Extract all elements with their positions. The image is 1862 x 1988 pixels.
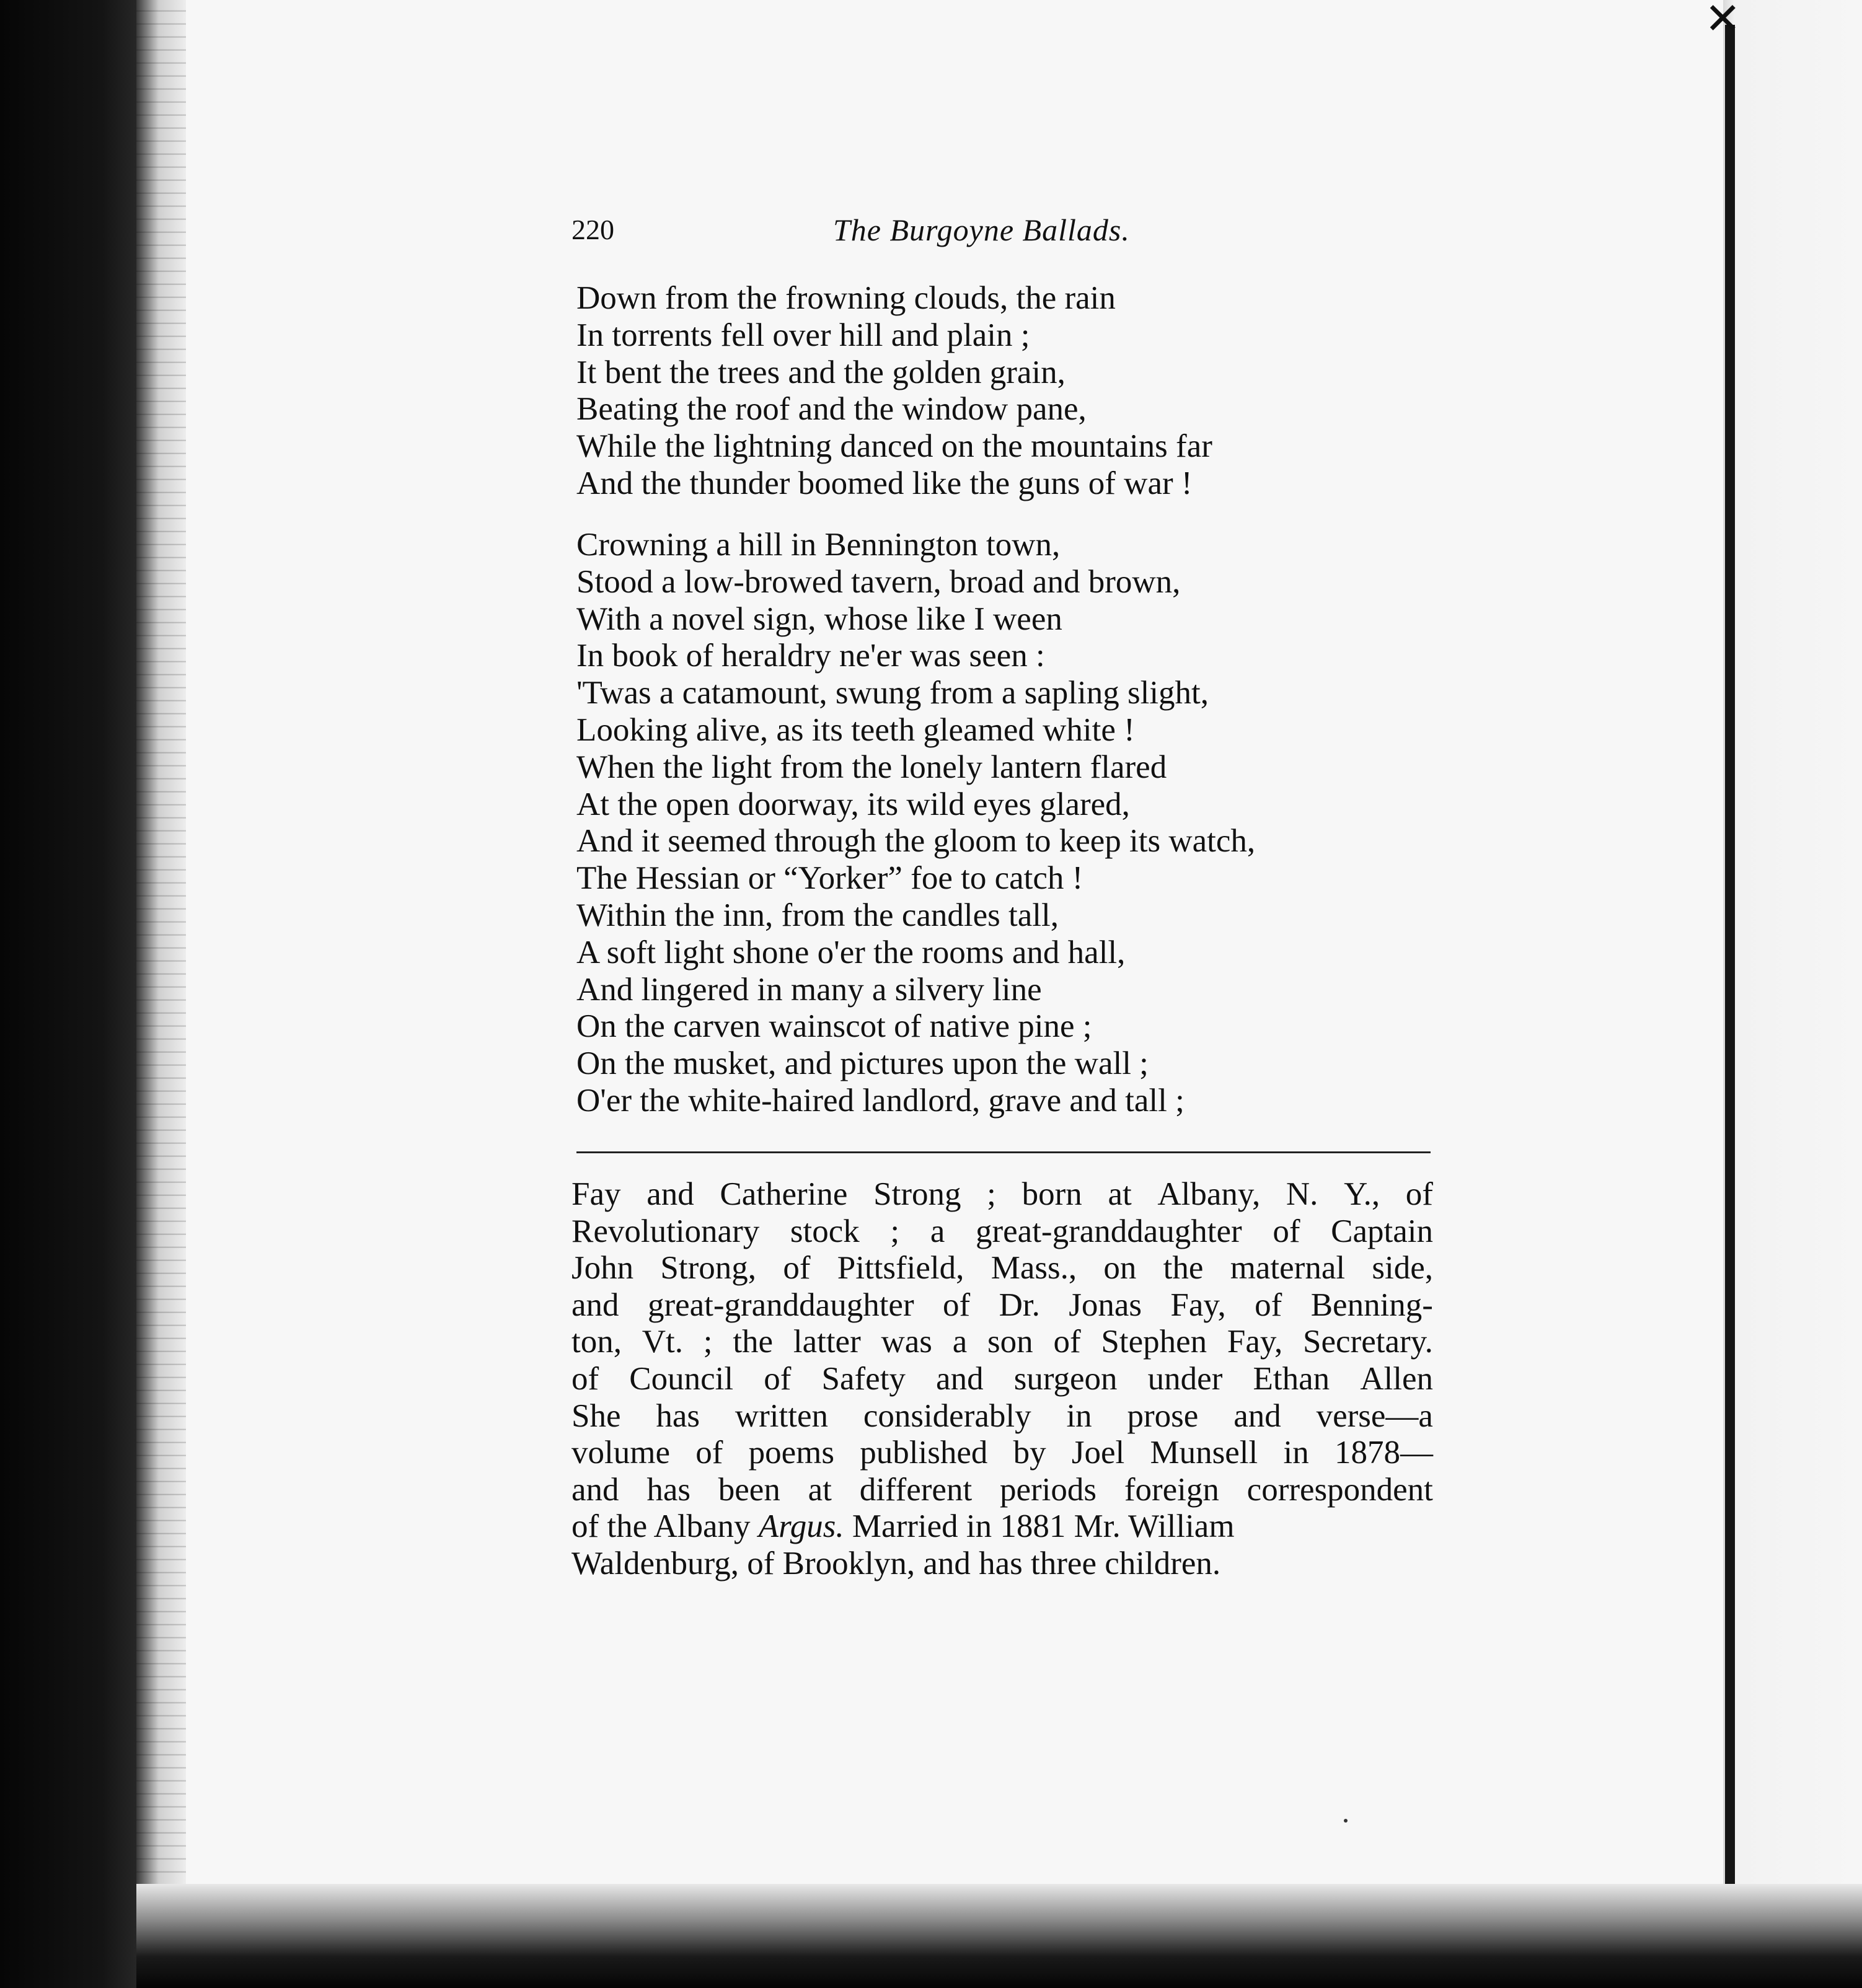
footnote-word: by	[1013, 1435, 1046, 1471]
footnote-word: Benning-	[1310, 1286, 1433, 1323]
verse-line: Crowning a hill in Bennington town,	[576, 527, 1061, 563]
verse-line: And lingered in many a silvery line	[576, 971, 1042, 1008]
stanza-2	[576, 527, 1255, 1120]
verse-line: Down from the frowning clouds, the rain	[576, 280, 1116, 316]
verse-line: On the musket, and pictures upon the wall ;	[576, 1045, 1149, 1082]
verse-line: On the carven wainscot of native pine ;	[576, 1008, 1092, 1045]
footnote-word: was	[881, 1324, 932, 1360]
footnote-word: John	[571, 1250, 634, 1286]
footnote-word: poems	[748, 1435, 835, 1471]
footnote-word: Vt.	[642, 1324, 684, 1360]
footnote-word: surgeon	[1013, 1360, 1118, 1397]
footnote-line	[571, 1435, 1433, 1472]
footnote-word: a	[930, 1213, 945, 1249]
footnote-word: has	[646, 1471, 691, 1508]
footnote-word: in	[1283, 1435, 1309, 1471]
verse-line: Within the inn, from the candles tall,	[576, 897, 1059, 933]
footnote-word: foreign	[1124, 1471, 1219, 1508]
footnote-line	[571, 1324, 1433, 1361]
print-speck	[1344, 1819, 1348, 1823]
footnote-word: in	[1066, 1397, 1092, 1434]
verse-line: While the lightning danced on the mountains far	[576, 428, 1212, 465]
running-head	[571, 208, 1222, 252]
verse-line: A soft light shone o'er the rooms and hall,	[576, 934, 1126, 970]
footnote-word: a	[952, 1324, 968, 1360]
footnote-line	[571, 1546, 1433, 1583]
verse-line: O'er the white-haired landlord, grave and tall ;	[576, 1082, 1185, 1119]
footnote-word: of	[1255, 1286, 1282, 1323]
footnote-word: correspondent	[1246, 1471, 1433, 1508]
footnote-word: Council	[629, 1360, 734, 1397]
footnote-italic-title: Argus.	[758, 1508, 844, 1545]
footnote-word: at	[808, 1471, 832, 1508]
footnote-word: ;	[890, 1213, 900, 1249]
footnote-word: Fay	[571, 1176, 621, 1212]
footnote-text: Married in 1881 Mr. William	[844, 1508, 1235, 1545]
verse-line: It bent the trees and the golden grain,	[576, 354, 1066, 390]
footnote-line	[571, 1361, 1433, 1398]
footnote-word: written	[735, 1397, 828, 1434]
footnote-word: latter	[793, 1324, 861, 1360]
page-number: 220	[571, 214, 614, 245]
footnote-word: great-granddaughter	[976, 1213, 1242, 1249]
footnote-word: son	[987, 1324, 1033, 1360]
footnote-word: She	[571, 1397, 621, 1434]
verse-line: Stood a low-browed tavern, broad and brown,	[576, 563, 1181, 600]
footnote-word: published	[860, 1435, 988, 1471]
footnote-word: Stephen	[1101, 1324, 1207, 1360]
footnote-word: Fay,	[1170, 1286, 1226, 1323]
verse-line: When the light from the lonely lantern flared	[576, 749, 1167, 785]
verse-line: Beating the roof and the window pane,	[576, 391, 1087, 428]
footnote-word: 1878—	[1334, 1435, 1433, 1471]
footnote-word: born	[1021, 1176, 1082, 1212]
footnote-line	[571, 1472, 1433, 1509]
footnote-word: ;	[703, 1324, 713, 1360]
footnote-word: of	[1053, 1324, 1081, 1360]
footnote-word: verse—a	[1316, 1397, 1433, 1434]
footnote-word: Strong	[873, 1176, 961, 1212]
footnote-word: Pittsfield,	[837, 1250, 964, 1286]
footnote-word: volume	[571, 1435, 670, 1471]
footnote-word: prose	[1127, 1397, 1199, 1434]
right-binding-line	[1725, 25, 1735, 1933]
footnote-line	[571, 1398, 1433, 1435]
footnote-word: of	[1405, 1176, 1433, 1212]
footnote-word: of	[764, 1360, 792, 1397]
verse-line: In torrents fell over hill and plain ;	[576, 317, 1030, 353]
book-title: The Burgoyne Ballads.	[833, 213, 1130, 247]
footnote-word: the	[1163, 1250, 1204, 1286]
footnote-word: of	[1273, 1213, 1300, 1249]
footnote-word: Allen	[1360, 1360, 1433, 1397]
footnote-word: Strong,	[660, 1250, 757, 1286]
footnote-word: at	[1108, 1176, 1132, 1212]
footnote-word: Mass.,	[991, 1250, 1077, 1286]
footnote-word: of	[571, 1360, 599, 1397]
footnote-line	[571, 1287, 1433, 1324]
footnote-word: and	[646, 1176, 694, 1212]
footnote-word: of	[943, 1286, 971, 1323]
footnote-word: Ethan	[1253, 1360, 1330, 1397]
footnote-word: Catherine	[720, 1176, 848, 1212]
footnote-word: N.	[1286, 1176, 1318, 1212]
verse-line: And the thunder boomed like the guns of war !	[576, 465, 1193, 501]
footnote-word: ton,	[571, 1324, 622, 1360]
footnote-word: been	[718, 1471, 780, 1508]
footnote-word: side,	[1372, 1250, 1433, 1286]
footnote-word: great-granddaughter	[647, 1286, 914, 1323]
footnote-word: of	[783, 1250, 811, 1286]
footnote-word: Fay,	[1227, 1324, 1283, 1360]
verse-line: Looking alive, as its teeth gleamed white !	[576, 711, 1135, 748]
verse-line: The Hessian or “Yorker” foe to catch !	[576, 860, 1083, 897]
footnote-word: Safety	[821, 1360, 906, 1397]
verse-line: At the open doorway, its wild eyes glared,	[576, 786, 1130, 822]
footnote-word: Joel	[1071, 1435, 1125, 1471]
right-page-margin	[1723, 0, 1862, 1988]
footnote-word: the	[733, 1324, 774, 1360]
footnote-word: and	[1233, 1397, 1281, 1434]
footnote-word: maternal	[1230, 1250, 1346, 1286]
footnote-word: Captain	[1331, 1213, 1433, 1249]
corner-mark-icon: ✕	[1705, 0, 1741, 44]
footnote-rule	[576, 1151, 1431, 1153]
footnote-word: considerably	[863, 1397, 1031, 1434]
footnote-text: of the Albany	[571, 1508, 759, 1545]
footnote-word: of	[695, 1435, 723, 1471]
footnote-line	[571, 1508, 1433, 1546]
footnote-word: and	[936, 1360, 984, 1397]
footnote-text: Waldenburg, of Brooklyn, and has three children.	[571, 1545, 1221, 1581]
bottom-book-edge	[136, 1884, 1862, 1988]
footnote-word: different	[859, 1471, 973, 1508]
verse-line: And it seemed through the gloom to keep its watch,	[576, 823, 1256, 860]
footnote-word: Jonas	[1069, 1286, 1142, 1323]
footnote-line	[571, 1213, 1433, 1251]
footnote-word: and	[571, 1471, 619, 1508]
footnote-word: Secretary.	[1303, 1324, 1433, 1360]
footnote	[571, 1176, 1433, 1583]
footnote-word: stock	[790, 1213, 860, 1249]
footnote-line	[571, 1250, 1433, 1287]
footnote-word: and	[571, 1286, 619, 1323]
footnote-word: Y.,	[1344, 1176, 1380, 1212]
footnote-word: periods	[999, 1471, 1097, 1508]
footnote-word: under	[1147, 1360, 1223, 1397]
footnote-word: Dr.	[999, 1286, 1040, 1323]
footnote-word: Albany,	[1157, 1176, 1261, 1212]
verse-line: With a novel sign, whose like I ween	[576, 600, 1062, 637]
footnote-word: Revolutionary	[571, 1213, 760, 1249]
verse-line: 'Twas a catamount, swung from a sapling slight,	[576, 675, 1209, 711]
footnote-word: on	[1103, 1250, 1137, 1286]
page-stack-edge	[136, 0, 192, 1988]
footnote-word: ;	[987, 1176, 996, 1212]
stanza-1	[576, 280, 1212, 503]
footnote-word: Munsell	[1150, 1435, 1258, 1471]
footnote-line	[571, 1176, 1433, 1213]
footnote-word: has	[656, 1397, 700, 1434]
verse-line: In book of heraldry ne'er was seen :	[576, 638, 1045, 674]
